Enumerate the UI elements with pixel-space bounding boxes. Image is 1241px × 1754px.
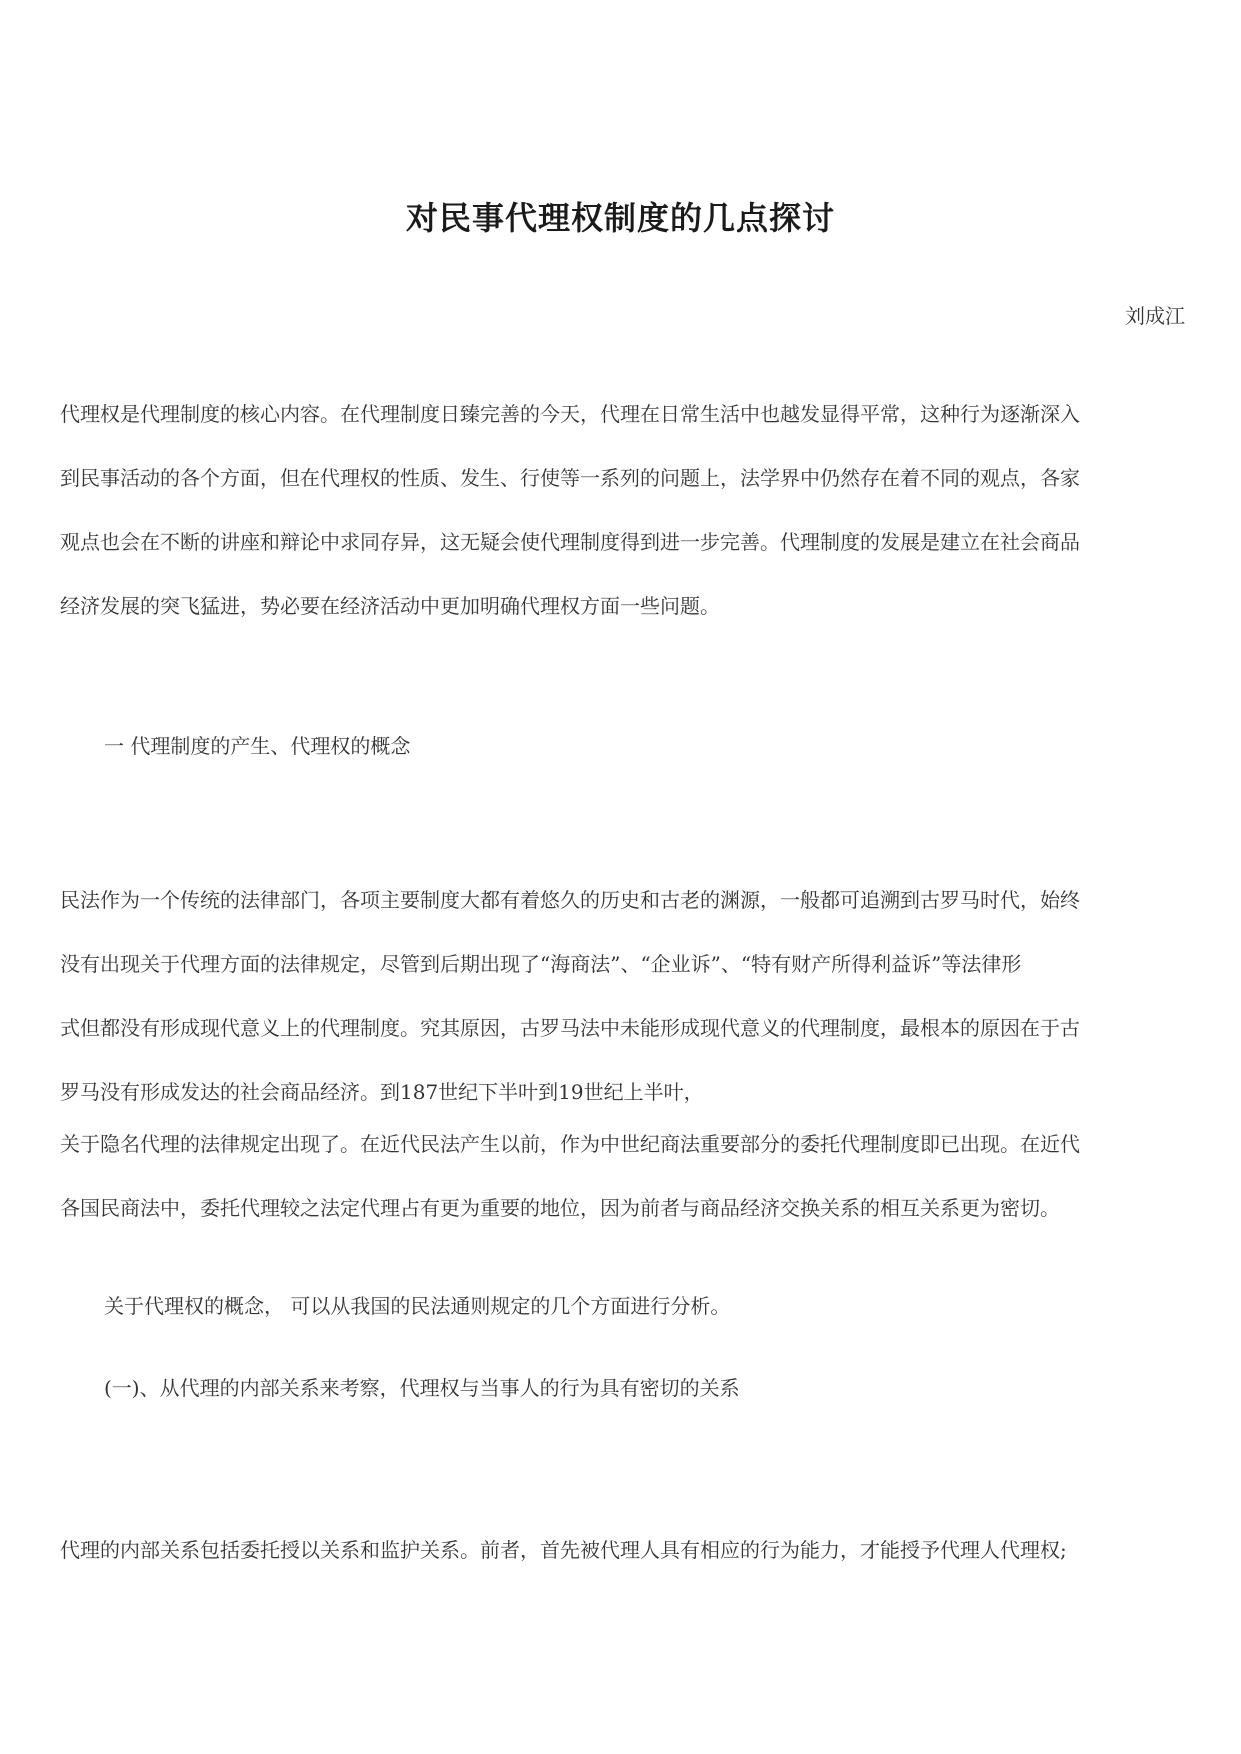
- paragraph-line: 到民事活动的各个方面，但在代理权的性质、发生、行使等一系列的问题上，法学界中仍然存在着不同的观点，各家: [60, 466, 1080, 490]
- paragraph-internal-relations: [60, 1518, 1188, 1582]
- paragraph-line: 式但都没有形成现代意义上的代理制度。究其原因，古罗马法中未能形成现代意义的代理制度，最根本的原因在于古: [60, 1016, 1080, 1040]
- paragraph-line: 没有出现关于代理方面的法律规定，尽管到后期出现了“海商法”、“企业诉”、“特有财产所得利益诉”等法律形: [60, 952, 1022, 976]
- paragraph-line: 民法作为一个传统的法律部门，各项主要制度大都有着悠久的历史和古老的渊源，一般都可追溯到古罗马时代，始终: [60, 888, 1080, 912]
- paragraph-line: 观点也会在不断的讲座和辩论中求同存异，这无疑会使代理制度得到进一步完善。代理制度的发展是建立在社会商品: [60, 530, 1080, 554]
- paragraph-line: 代理权是代理制度的核心内容。在代理制度日臻完善的今天，代理在日常生活中也越发显得平常，这种行为逐渐深入: [60, 402, 1080, 426]
- author-name: 刘成江: [1125, 304, 1185, 328]
- paragraph-modern: [60, 1112, 1188, 1240]
- paragraph-line: 罗马没有形成发达的社会商品经济。到187世纪下半叶到19世纪上半叶，: [60, 1080, 704, 1104]
- subsection-heading: (一)、从代理的内部关系来考察，代理权与当事人的行为具有密切的关系: [104, 1376, 740, 1400]
- paragraph-line: 经济发展的突飞猛进，势必要在经济活动中更加明确代理权方面一些问题。: [60, 594, 720, 618]
- concept-intro: 关于代理权的概念， 可以从我国的民法通则规定的几个方面进行分析。: [104, 1294, 731, 1318]
- paragraph-intro: [60, 382, 1188, 638]
- section-heading: 一 代理制度的产生、代理权的概念: [104, 734, 411, 758]
- paragraph-line: 关于隐名代理的法律规定出现了。在近代民法产生以前，作为中世纪商法重要部分的委托代理制度即已出现。在近代: [60, 1132, 1080, 1156]
- document-title: 对民事代理权制度的几点探讨: [405, 199, 835, 237]
- paragraph-line: 代理的内部关系包括委托授以关系和监护关系。前者，首先被代理人具有相应的行为能力，才能授予代理人代理权;: [60, 1538, 1067, 1562]
- paragraph-history: [60, 868, 1188, 1124]
- paragraph-line: 各国民商法中，委托代理较之法定代理占有更为重要的地位，因为前者与商品经济交换关系的相互关系更为密切。: [60, 1196, 1060, 1220]
